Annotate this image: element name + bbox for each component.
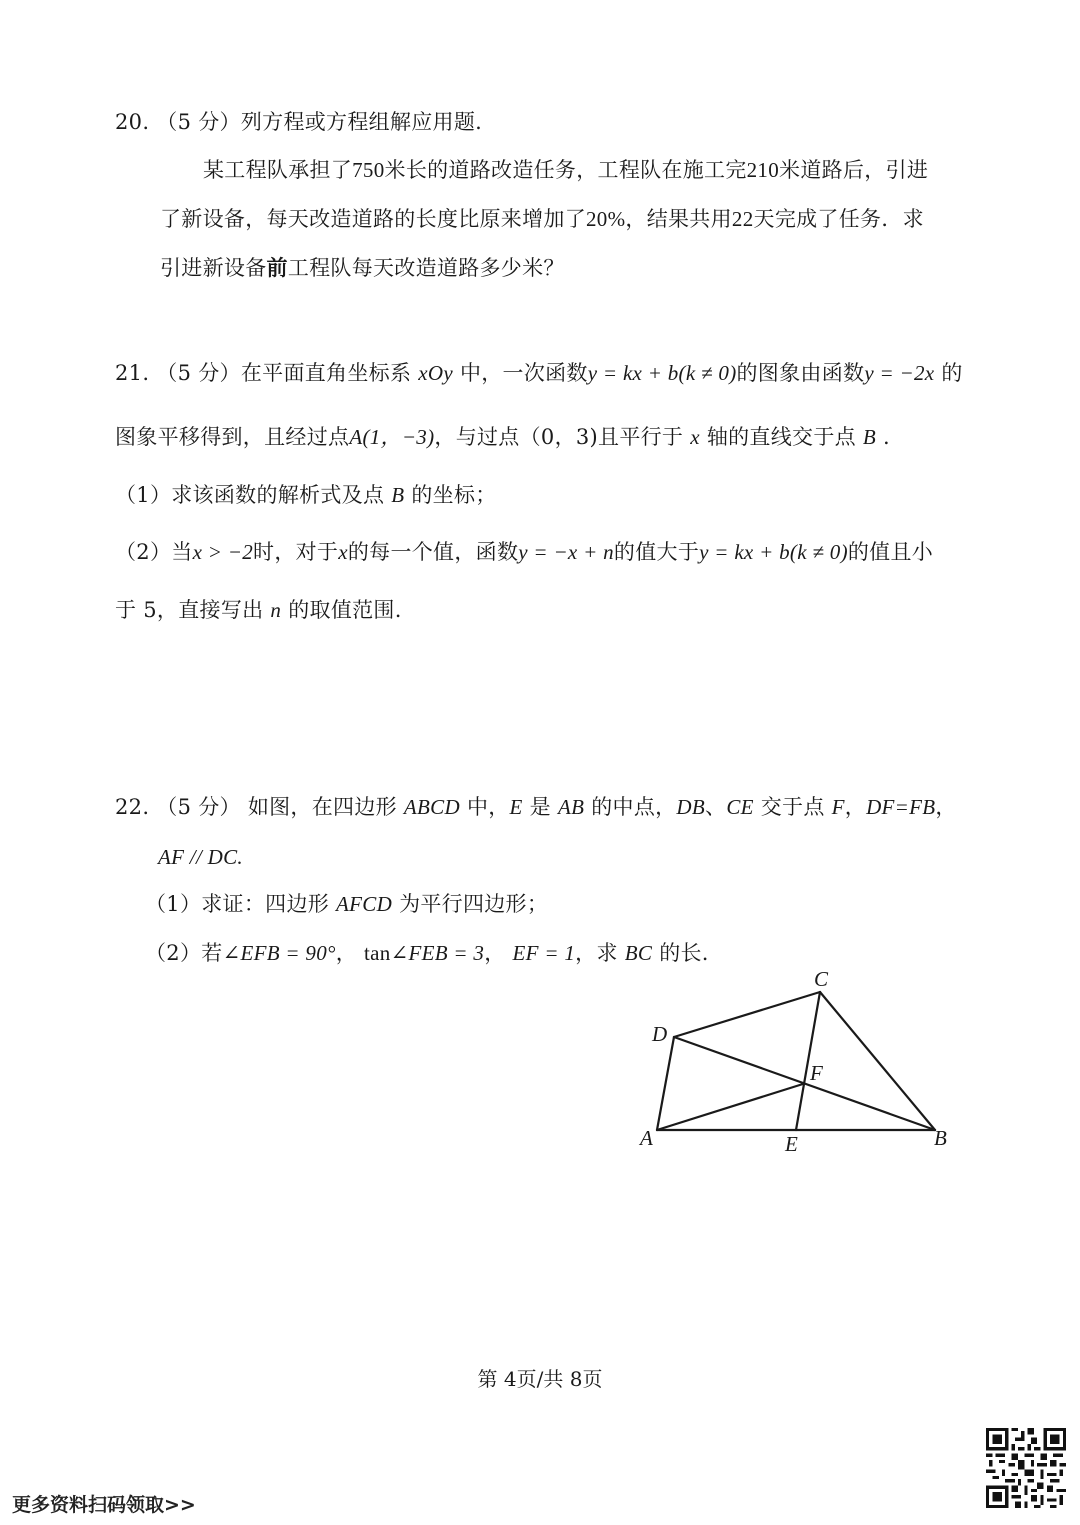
q21-line-1 xyxy=(115,358,963,388)
q22-text: 的中点， xyxy=(591,795,677,819)
q21-subquestion-1 xyxy=(115,480,497,510)
q22-math-bc: BC xyxy=(624,941,653,965)
segment-af xyxy=(657,1084,805,1131)
q22-text: ， xyxy=(935,795,957,819)
q22-line-1 xyxy=(115,792,957,822)
q21-subquestion-2-cont xyxy=(115,595,402,625)
q22-text: （1）求证：四边形 xyxy=(145,892,330,916)
promo-text: 更多资料扫码领取>> xyxy=(12,1494,196,1516)
segment-dc xyxy=(674,992,820,1037)
q20-number-750: 750 xyxy=(352,158,385,182)
q21-text: 中，一次函数 xyxy=(459,361,588,385)
qr-code-icon xyxy=(986,1428,1066,1508)
q21-math-point-a: A(1，−3) xyxy=(349,425,435,449)
q20-number-210: 210 xyxy=(746,158,780,182)
q22-score: （5 分） xyxy=(156,795,241,819)
q21-text: 于 5，直接写出 xyxy=(115,598,264,622)
label-f: F xyxy=(810,1061,823,1085)
q20-bold-word: 前 xyxy=(266,255,288,280)
q21-math-point-b: B xyxy=(862,425,877,449)
q21-text: 时，对于 xyxy=(253,540,339,564)
q21-math-condition: x > −2 xyxy=(192,540,254,564)
segment-ad xyxy=(657,1037,674,1130)
q21-text: 图象平移得到，且经过点 xyxy=(115,425,350,449)
q22-math-ab: AB xyxy=(557,795,585,819)
q21-text: 的坐标； xyxy=(411,483,497,507)
q21-text: ，与过点（0，3)且平行于 xyxy=(434,425,684,449)
q20-days: 22 xyxy=(731,207,754,231)
q22-text: ， xyxy=(335,941,358,965)
q22-text: ，求 xyxy=(575,941,618,965)
q22-math-f: F xyxy=(831,795,845,819)
q21-score: （5 分） xyxy=(156,361,241,385)
q21-math-x: x xyxy=(338,540,348,564)
page-number: 第 4页/共 8页 xyxy=(477,1367,603,1391)
q21-text: 的图象由函数 xyxy=(736,361,865,385)
q20-text: 米长的道路改造任务，工程队在施工完 xyxy=(384,158,747,182)
q22-math-af-parallel-dc: AF // DC. xyxy=(158,845,243,869)
q22-text: 交于点 xyxy=(760,795,825,819)
q22-math-ef: EF = 1 xyxy=(512,941,576,965)
q22-math-ce: CE xyxy=(726,795,754,819)
q22-text: 、 xyxy=(705,795,727,819)
q20-percent: 20% xyxy=(586,207,626,231)
label-a: A xyxy=(640,1126,653,1150)
q20-number: 20. xyxy=(115,110,150,134)
q22-math-tan: tan xyxy=(364,941,391,965)
q20-text: 米道路后，引进 xyxy=(779,158,929,182)
q21-math-linear-function: y = kx + b(k ≠ 0) xyxy=(587,361,737,385)
label-d: D xyxy=(652,1022,668,1046)
q20-paragraph-line-3 xyxy=(160,253,565,283)
q21-text: 的值且小 xyxy=(847,540,934,564)
q20-text: ，结果共用 xyxy=(625,207,732,231)
q21-math-function-n: y = −x + n xyxy=(518,540,614,564)
quadrilateral-figure xyxy=(630,960,970,1160)
q20-text: 了新设备，每天改造道路的长度比原来增加了 xyxy=(160,207,586,231)
q22-subquestion-2 xyxy=(145,938,709,968)
q21-math-point-b: B xyxy=(391,483,405,507)
q20-title-line xyxy=(115,107,482,137)
q22-text: 的长. xyxy=(659,941,709,965)
q22-math-db: DB xyxy=(676,795,706,819)
q20-paragraph-line-1 xyxy=(203,155,928,185)
q22-math-angle-feb: ∠FEB = 3 xyxy=(390,941,485,965)
label-b: B xyxy=(934,1126,947,1150)
q21-text: 的 xyxy=(941,361,963,385)
q22-text: ， xyxy=(484,941,506,965)
q22-text: 中， xyxy=(466,795,510,819)
q21-math-n: n xyxy=(270,598,282,622)
q22-text: （2）若 xyxy=(145,941,223,965)
q20-text: 某工程队承担了 xyxy=(203,158,353,182)
q22-math-abcd: ABCD xyxy=(403,795,460,819)
q20-title: 列方程或方程组解应用题. xyxy=(240,110,483,134)
q20-text: 工程队每天改造道路多少米？ xyxy=(287,256,565,280)
q22-text: 如图，在四边形 xyxy=(247,795,397,819)
q21-line-2 xyxy=(115,422,890,452)
q20-paragraph-line-2 xyxy=(160,204,924,234)
q21-text: 的取值范围. xyxy=(288,598,402,622)
q22-math-e: E xyxy=(509,795,523,819)
q21-text: 的值大于 xyxy=(613,540,700,564)
q21-text: 的每一个值，函数 xyxy=(347,540,519,564)
q21-number: 21. xyxy=(115,361,150,385)
q21-text: 在平面直角坐标系 xyxy=(240,361,412,385)
q21-text: （1）求该函数的解析式及点 xyxy=(115,483,385,507)
q22-math-df-eq-fb: DF=FB xyxy=(866,795,936,819)
q22-math-afcd: AFCD xyxy=(336,892,393,916)
q22-subquestion-1 xyxy=(145,889,548,919)
q22-line-2 xyxy=(158,842,243,872)
label-c: C xyxy=(814,967,829,991)
q21-math-xoy: xOy xyxy=(418,361,453,385)
q21-subquestion-2 xyxy=(115,537,933,567)
q21-text: 轴的直线交于点 xyxy=(706,425,856,449)
q21-math-linear-function: y = kx + b(k ≠ 0) xyxy=(699,540,848,564)
q22-text: 为平行四边形； xyxy=(399,892,549,916)
q22-number: 22. xyxy=(115,795,150,819)
q21-math-x: x xyxy=(690,425,700,449)
q20-text: 引进新设备 xyxy=(160,256,267,280)
q22-text: 是 xyxy=(529,795,551,819)
q21-text: （2）当 xyxy=(115,540,193,564)
q21-math-y-neg2x: y = −2x xyxy=(864,361,935,385)
q22-math-angle-efb: ∠EFB = 90° xyxy=(222,941,336,965)
q21-text: . xyxy=(883,425,891,449)
q20-text: 天完成了任务．求 xyxy=(753,207,924,231)
label-e: E xyxy=(785,1132,798,1156)
q22-text: ， xyxy=(844,795,867,819)
q20-score: （5 分） xyxy=(156,110,241,134)
